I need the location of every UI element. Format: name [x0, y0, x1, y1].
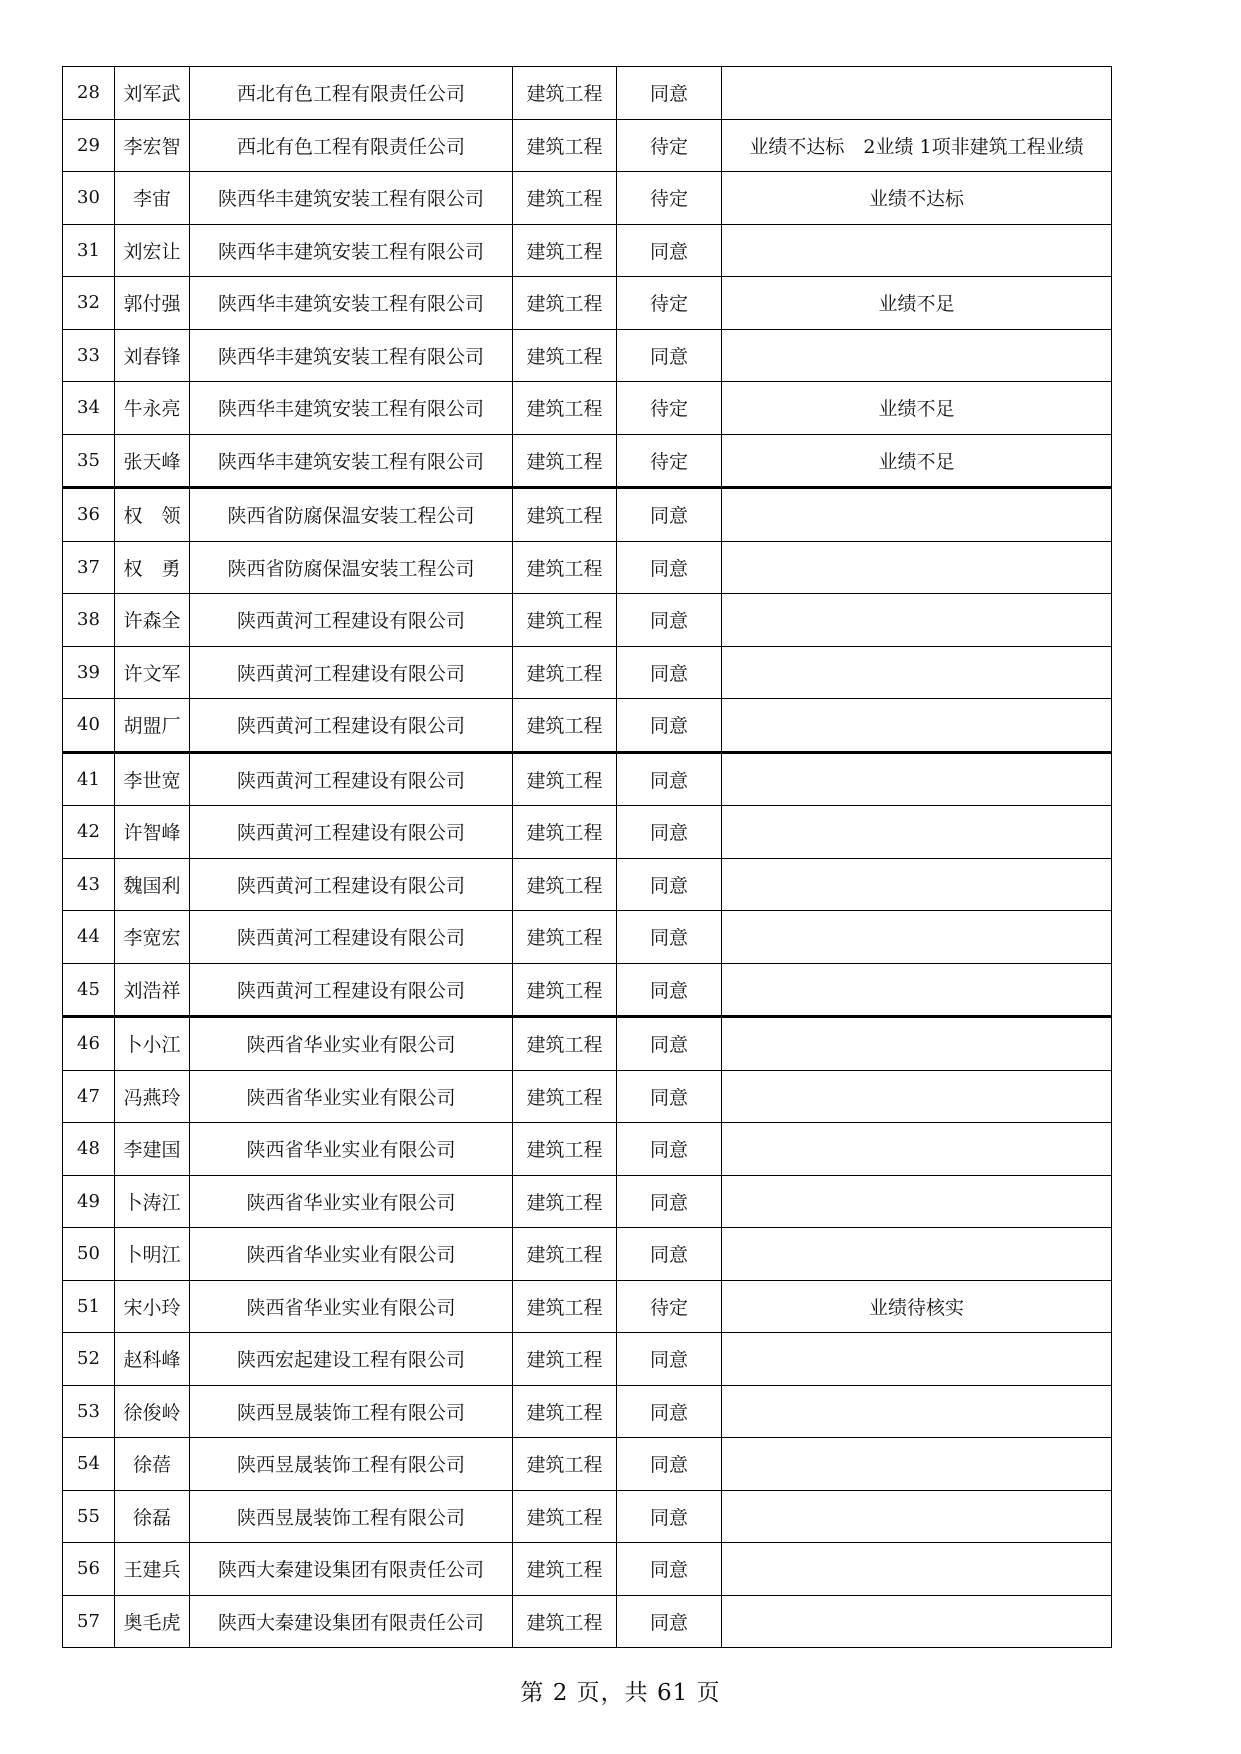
- person-name: 卜涛江: [115, 1175, 190, 1228]
- company-name: 陕西黄河工程建设有限公司: [190, 699, 513, 753]
- review-result: 同意: [617, 1123, 722, 1176]
- company-name: 陕西大秦建设集团有限责任公司: [190, 1595, 513, 1648]
- remark: [722, 858, 1112, 911]
- person-name: 李建国: [115, 1123, 190, 1176]
- remark: [722, 1438, 1112, 1491]
- category: 建筑工程: [513, 1280, 617, 1333]
- company-name: 陕西黄河工程建设有限公司: [190, 963, 513, 1017]
- person-name: 李宏智: [115, 119, 190, 172]
- remark: 业绩待核实: [722, 1280, 1112, 1333]
- remark: [722, 646, 1112, 699]
- remark: [722, 963, 1112, 1017]
- person-name: 刘宏让: [115, 224, 190, 277]
- person-name: 宋小玲: [115, 1280, 190, 1333]
- remark: [722, 911, 1112, 964]
- remark: [722, 752, 1112, 806]
- company-name: 陕西黄河工程建设有限公司: [190, 646, 513, 699]
- company-name: 陕西省华业实业有限公司: [190, 1017, 513, 1071]
- category: 建筑工程: [513, 594, 617, 647]
- category: 建筑工程: [513, 1123, 617, 1176]
- row-number: 29: [63, 119, 115, 172]
- review-result: 待定: [617, 382, 722, 435]
- review-result: 同意: [617, 1333, 722, 1386]
- category: 建筑工程: [513, 963, 617, 1017]
- row-number: 34: [63, 382, 115, 435]
- review-result: 同意: [617, 329, 722, 382]
- review-result: 同意: [617, 1595, 722, 1648]
- row-number: 49: [63, 1175, 115, 1228]
- table-row: [63, 434, 1112, 488]
- category: 建筑工程: [513, 1175, 617, 1228]
- table-row: [63, 1595, 1112, 1648]
- row-number: 43: [63, 858, 115, 911]
- person-name: 李宽宏: [115, 911, 190, 964]
- category: 建筑工程: [513, 1070, 617, 1123]
- review-result: 同意: [617, 963, 722, 1017]
- row-number: 31: [63, 224, 115, 277]
- company-name: 陕西昱晟装饰工程有限公司: [190, 1385, 513, 1438]
- table-row: [63, 67, 1112, 120]
- row-number: 53: [63, 1385, 115, 1438]
- row-number: 50: [63, 1228, 115, 1281]
- person-name: 徐蓓: [115, 1438, 190, 1491]
- page-footer: 第 2 页，共 61 页: [520, 1680, 721, 1706]
- company-name: 陕西华丰建筑安装工程有限公司: [190, 224, 513, 277]
- table-row: [63, 1490, 1112, 1543]
- row-number: 32: [63, 277, 115, 330]
- review-result: 同意: [617, 752, 722, 806]
- category: 建筑工程: [513, 119, 617, 172]
- category: 建筑工程: [513, 752, 617, 806]
- company-name: 陕西华丰建筑安装工程有限公司: [190, 329, 513, 382]
- review-result: 同意: [617, 1385, 722, 1438]
- table-row: [63, 1017, 1112, 1071]
- table-row: [63, 1543, 1112, 1596]
- table-row: [63, 119, 1112, 172]
- table-row: [63, 699, 1112, 753]
- category: 建筑工程: [513, 488, 617, 542]
- review-result: 同意: [617, 1070, 722, 1123]
- person-name: 权 勇: [115, 541, 190, 594]
- table-row: [63, 1175, 1112, 1228]
- review-result: 同意: [617, 541, 722, 594]
- row-number: 35: [63, 434, 115, 488]
- table-row: [63, 488, 1112, 542]
- remark: [722, 806, 1112, 859]
- row-number: 42: [63, 806, 115, 859]
- company-name: 陕西昱晟装饰工程有限公司: [190, 1490, 513, 1543]
- person-name: 王建兵: [115, 1543, 190, 1596]
- review-result: 同意: [617, 1438, 722, 1491]
- review-result: 同意: [617, 911, 722, 964]
- remark: [722, 67, 1112, 120]
- category: 建筑工程: [513, 224, 617, 277]
- remark: [722, 1595, 1112, 1648]
- person-name: 许森全: [115, 594, 190, 647]
- company-name: 陕西华丰建筑安装工程有限公司: [190, 434, 513, 488]
- person-name: 李世宽: [115, 752, 190, 806]
- review-result: 同意: [617, 1175, 722, 1228]
- person-name: 权 领: [115, 488, 190, 542]
- company-name: 陕西昱晟装饰工程有限公司: [190, 1438, 513, 1491]
- remark: [722, 699, 1112, 753]
- row-number: 51: [63, 1280, 115, 1333]
- person-name: 徐俊岭: [115, 1385, 190, 1438]
- category: 建筑工程: [513, 1490, 617, 1543]
- person-name: 许文军: [115, 646, 190, 699]
- row-number: 57: [63, 1595, 115, 1648]
- row-number: 38: [63, 594, 115, 647]
- review-result: 待定: [617, 172, 722, 225]
- company-name: 陕西省华业实业有限公司: [190, 1280, 513, 1333]
- table-row: [63, 594, 1112, 647]
- company-name: 西北有色工程有限责任公司: [190, 67, 513, 120]
- table-row: [63, 1280, 1112, 1333]
- company-name: 陕西华丰建筑安装工程有限公司: [190, 277, 513, 330]
- remark: [722, 1123, 1112, 1176]
- table-row: [63, 911, 1112, 964]
- person-name: 魏国利: [115, 858, 190, 911]
- remark: 业绩不足: [722, 382, 1112, 435]
- review-result: 同意: [617, 1490, 722, 1543]
- company-name: 陕西华丰建筑安装工程有限公司: [190, 382, 513, 435]
- table-row: [63, 806, 1112, 859]
- company-name: 陕西黄河工程建设有限公司: [190, 806, 513, 859]
- row-number: 54: [63, 1438, 115, 1491]
- review-result: 同意: [617, 646, 722, 699]
- table-row: [63, 1385, 1112, 1438]
- remark: [722, 1228, 1112, 1281]
- table-row: [63, 646, 1112, 699]
- category: 建筑工程: [513, 1595, 617, 1648]
- category: 建筑工程: [513, 646, 617, 699]
- company-name: 陕西宏起建设工程有限公司: [190, 1333, 513, 1386]
- person-name: 刘浩祥: [115, 963, 190, 1017]
- person-name: 牛永亮: [115, 382, 190, 435]
- category: 建筑工程: [513, 541, 617, 594]
- row-number: 44: [63, 911, 115, 964]
- company-name: 陕西黄河工程建设有限公司: [190, 594, 513, 647]
- review-result: 同意: [617, 488, 722, 542]
- review-result: 同意: [617, 1228, 722, 1281]
- remark: [722, 1175, 1112, 1228]
- review-result: 待定: [617, 119, 722, 172]
- company-name: 陕西省防腐保温安装工程公司: [190, 488, 513, 542]
- remark: 业绩不达标 2业绩 1项非建筑工程业绩: [722, 119, 1112, 172]
- person-name: 郭付强: [115, 277, 190, 330]
- row-number: 33: [63, 329, 115, 382]
- company-name: 陕西省华业实业有限公司: [190, 1228, 513, 1281]
- review-result: 同意: [617, 806, 722, 859]
- remark: 业绩不达标: [722, 172, 1112, 225]
- review-result: 待定: [617, 1280, 722, 1333]
- company-name: 陕西省华业实业有限公司: [190, 1070, 513, 1123]
- table-row: [63, 172, 1112, 225]
- remark: 业绩不足: [722, 434, 1112, 488]
- category: 建筑工程: [513, 1228, 617, 1281]
- table-row: [63, 963, 1112, 1017]
- table-row: [63, 1070, 1112, 1123]
- remark: [722, 594, 1112, 647]
- remark: [722, 1543, 1112, 1596]
- review-result: 同意: [617, 699, 722, 753]
- table-row: [63, 1123, 1112, 1176]
- person-name: 卜小江: [115, 1017, 190, 1071]
- review-result: 同意: [617, 67, 722, 120]
- table-row: [63, 329, 1112, 382]
- row-number: 39: [63, 646, 115, 699]
- person-name: 胡盟厂: [115, 699, 190, 753]
- person-name: 奥毛虎: [115, 1595, 190, 1648]
- remark: [722, 1017, 1112, 1071]
- remark: [722, 1490, 1112, 1543]
- category: 建筑工程: [513, 172, 617, 225]
- table-row: [63, 1438, 1112, 1491]
- applicant-table-body: [63, 67, 1112, 1648]
- review-result: 待定: [617, 434, 722, 488]
- row-number: 45: [63, 963, 115, 1017]
- table-row: [63, 224, 1112, 277]
- person-name: 赵科峰: [115, 1333, 190, 1386]
- category: 建筑工程: [513, 434, 617, 488]
- remark: [722, 224, 1112, 277]
- person-name: 许智峰: [115, 806, 190, 859]
- category: 建筑工程: [513, 1385, 617, 1438]
- category: 建筑工程: [513, 329, 617, 382]
- table-row: [63, 541, 1112, 594]
- table-row: [63, 382, 1112, 435]
- company-name: 陕西黄河工程建设有限公司: [190, 752, 513, 806]
- remark: [722, 1070, 1112, 1123]
- category: 建筑工程: [513, 67, 617, 120]
- review-result: 同意: [617, 1543, 722, 1596]
- review-result: 同意: [617, 1017, 722, 1071]
- category: 建筑工程: [513, 911, 617, 964]
- company-name: 西北有色工程有限责任公司: [190, 119, 513, 172]
- remark: [722, 541, 1112, 594]
- review-result: 同意: [617, 858, 722, 911]
- row-number: 36: [63, 488, 115, 542]
- row-number: 41: [63, 752, 115, 806]
- remark: [722, 329, 1112, 382]
- row-number: 48: [63, 1123, 115, 1176]
- row-number: 37: [63, 541, 115, 594]
- table-row: [63, 1228, 1112, 1281]
- table-row: [63, 858, 1112, 911]
- category: 建筑工程: [513, 699, 617, 753]
- category: 建筑工程: [513, 858, 617, 911]
- company-name: 陕西省华业实业有限公司: [190, 1175, 513, 1228]
- remark: [722, 488, 1112, 542]
- person-name: 卜明江: [115, 1228, 190, 1281]
- category: 建筑工程: [513, 806, 617, 859]
- row-number: 40: [63, 699, 115, 753]
- company-name: 陕西黄河工程建设有限公司: [190, 911, 513, 964]
- applicant-table: [62, 66, 1112, 1648]
- table-row: [63, 1333, 1112, 1386]
- review-result: 同意: [617, 224, 722, 277]
- category: 建筑工程: [513, 277, 617, 330]
- row-number: 46: [63, 1017, 115, 1071]
- person-name: 冯燕玲: [115, 1070, 190, 1123]
- person-name: 李宙: [115, 172, 190, 225]
- table-row: [63, 752, 1112, 806]
- remark: 业绩不足: [722, 277, 1112, 330]
- review-result: 同意: [617, 594, 722, 647]
- row-number: 47: [63, 1070, 115, 1123]
- category: 建筑工程: [513, 1017, 617, 1071]
- person-name: 张天峰: [115, 434, 190, 488]
- company-name: 陕西省防腐保温安装工程公司: [190, 541, 513, 594]
- row-number: 56: [63, 1543, 115, 1596]
- remark: [722, 1385, 1112, 1438]
- person-name: 刘军武: [115, 67, 190, 120]
- row-number: 55: [63, 1490, 115, 1543]
- company-name: 陕西华丰建筑安装工程有限公司: [190, 172, 513, 225]
- category: 建筑工程: [513, 382, 617, 435]
- person-name: 徐磊: [115, 1490, 190, 1543]
- row-number: 30: [63, 172, 115, 225]
- category: 建筑工程: [513, 1333, 617, 1386]
- category: 建筑工程: [513, 1438, 617, 1491]
- table-row: [63, 277, 1112, 330]
- row-number: 28: [63, 67, 115, 120]
- row-number: 52: [63, 1333, 115, 1386]
- review-result: 待定: [617, 277, 722, 330]
- company-name: 陕西大秦建设集团有限责任公司: [190, 1543, 513, 1596]
- person-name: 刘春锋: [115, 329, 190, 382]
- remark: [722, 1333, 1112, 1386]
- company-name: 陕西黄河工程建设有限公司: [190, 858, 513, 911]
- company-name: 陕西省华业实业有限公司: [190, 1123, 513, 1176]
- category: 建筑工程: [513, 1543, 617, 1596]
